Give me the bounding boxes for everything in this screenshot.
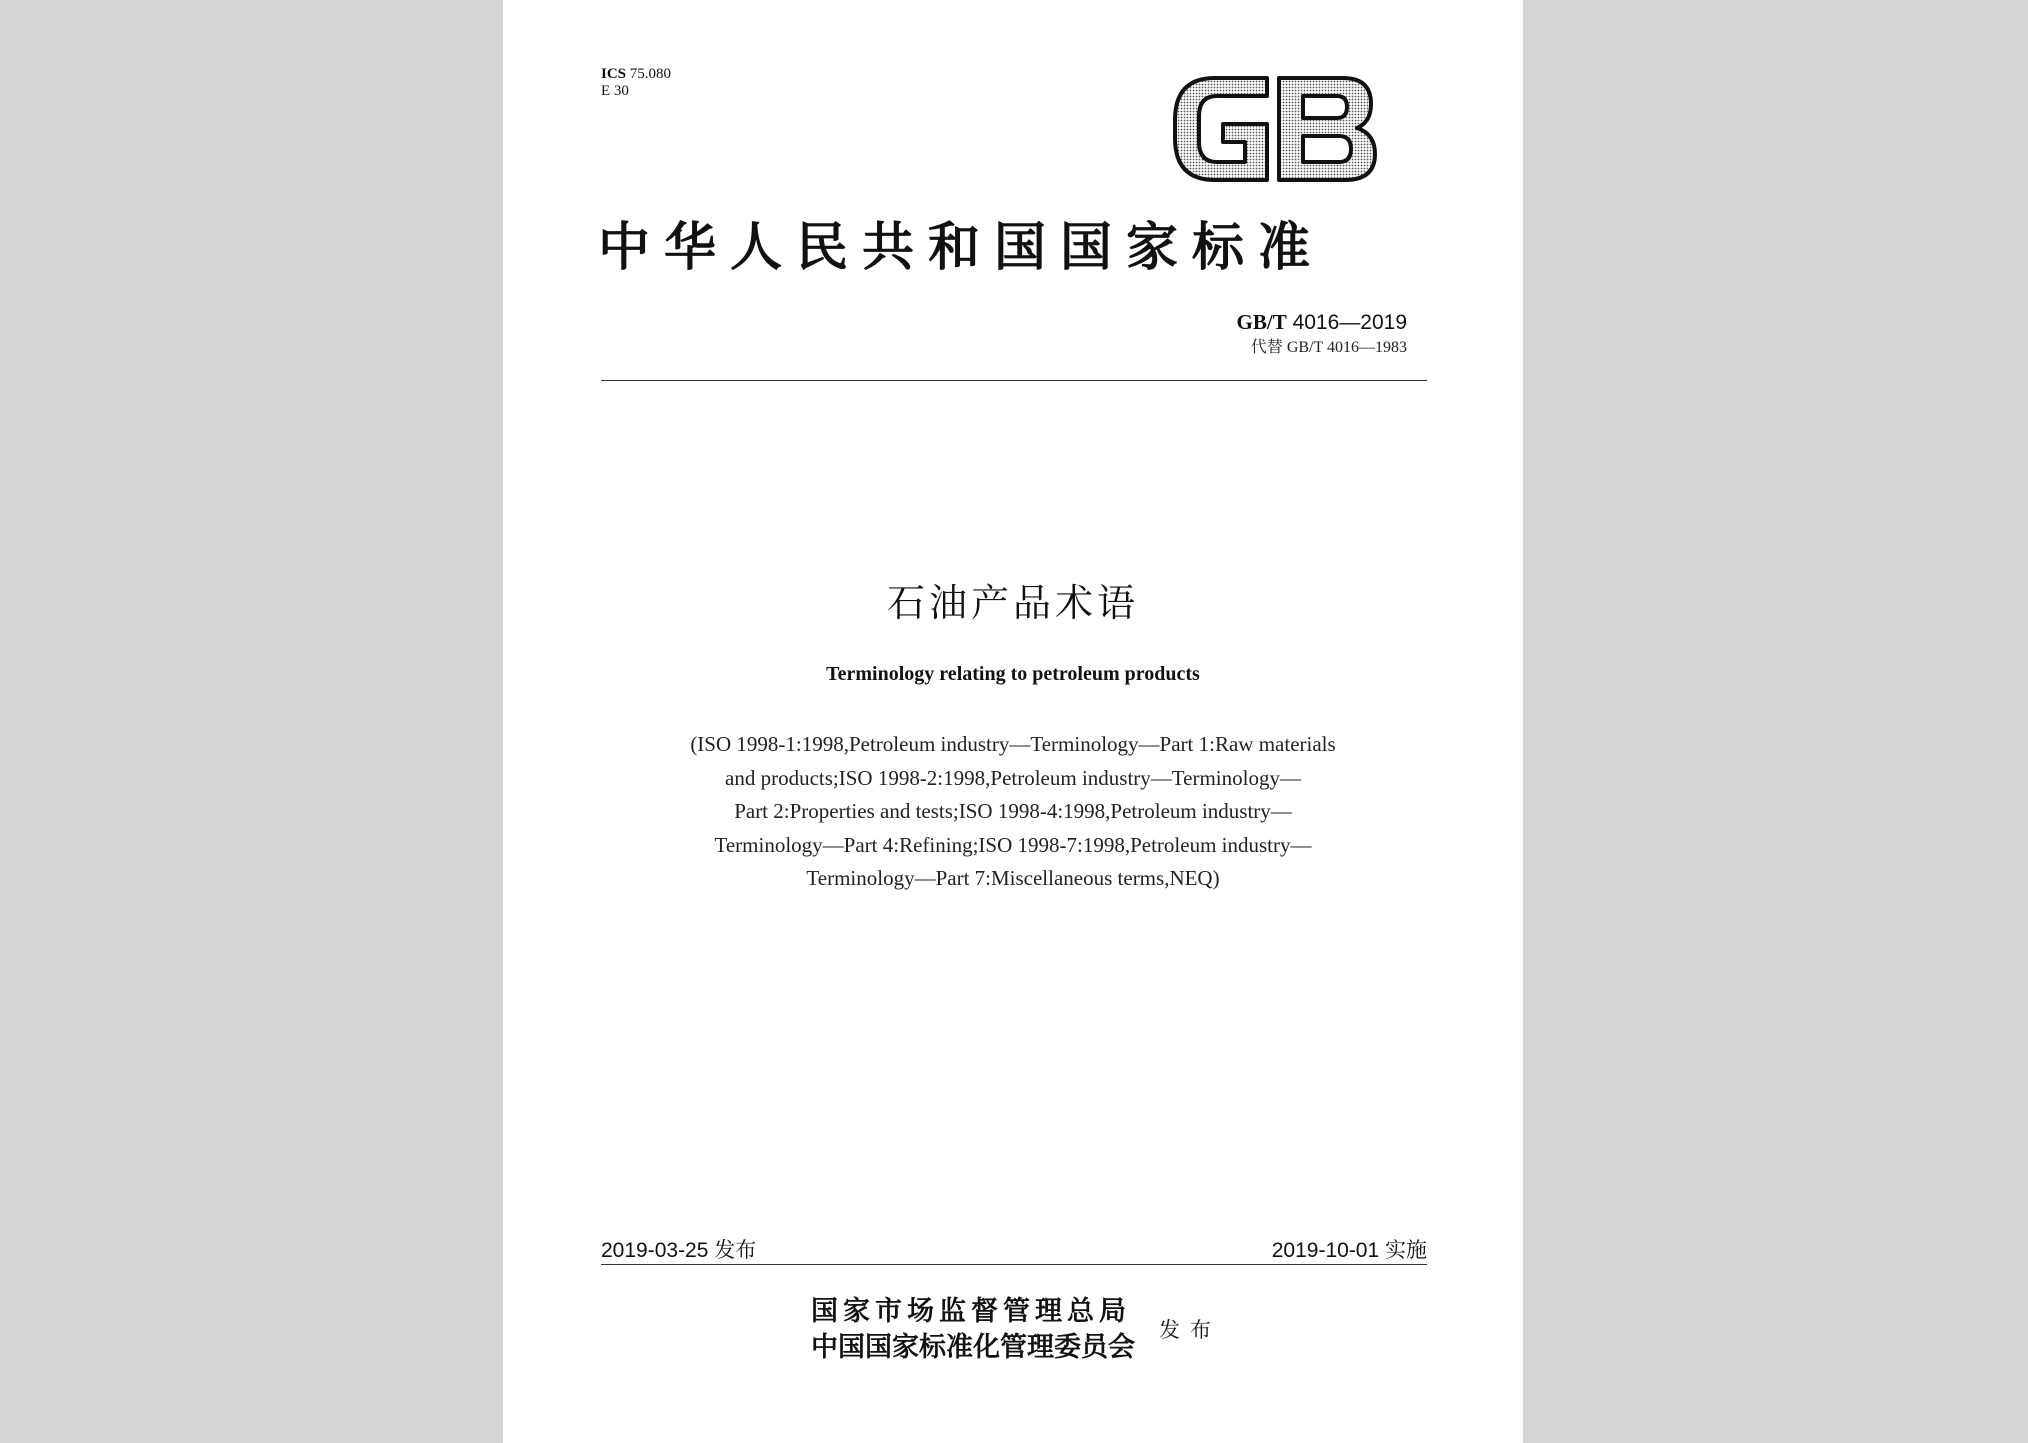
implementation-date: 2019-10-01 实施 [1271,1239,1427,1262]
iso-reference [573,728,1453,896]
footer-divider [601,1264,1427,1265]
publishers [811,1294,1135,1366]
iso-reference-line: (ISO 1998-1:1998,Petroleum industry—Terminology—Part 1:Raw materials [690,732,1336,756]
iso-reference-line: and products;ISO 1998-2:1998,Petroleum industry—Terminology— [725,765,1301,790]
publisher-samr: 国家市场监督管理总局 [811,1296,1131,1327]
gb-logo-text: GB [1275,134,1277,135]
document-page [503,0,1523,1443]
standard-number [1237,310,1407,335]
standard-code: 4016—2019 [1292,311,1407,334]
iso-reference-line: Terminology—Part 4:Refining;ISO 1998-7:1998,Petroleum industry— [714,832,1312,857]
issue-date: 2019-03-25 发布 [601,1239,757,1262]
ccs-code: E 30 [601,83,629,99]
header-divider [601,380,1427,381]
document-title-chinese: 石油产品术语 [886,581,1139,625]
publisher-sac: 中国国家标准化管理委员会 [811,1332,1135,1363]
ics-code: ICS 75.080 [601,66,672,82]
standard-prefix: GB/T [1236,310,1287,334]
publish-label: 发布 [1159,1318,1221,1342]
replaces-standard: 代替 GB/T 4016—1983 [1250,339,1407,356]
national-standard-title: 中华人民共和国国家标准 [598,218,1325,278]
classification-codes [601,66,671,100]
document-title-english: Terminology relating to petroleum products [826,663,1200,685]
iso-reference-line: Part 2:Properties and tests;ISO 1998-4:1998,Petroleum industry— [734,799,1292,824]
gb-logo [1171,74,1379,184]
iso-reference-line: Terminology—Part 7:Miscellaneous terms,NEQ) [806,866,1220,891]
